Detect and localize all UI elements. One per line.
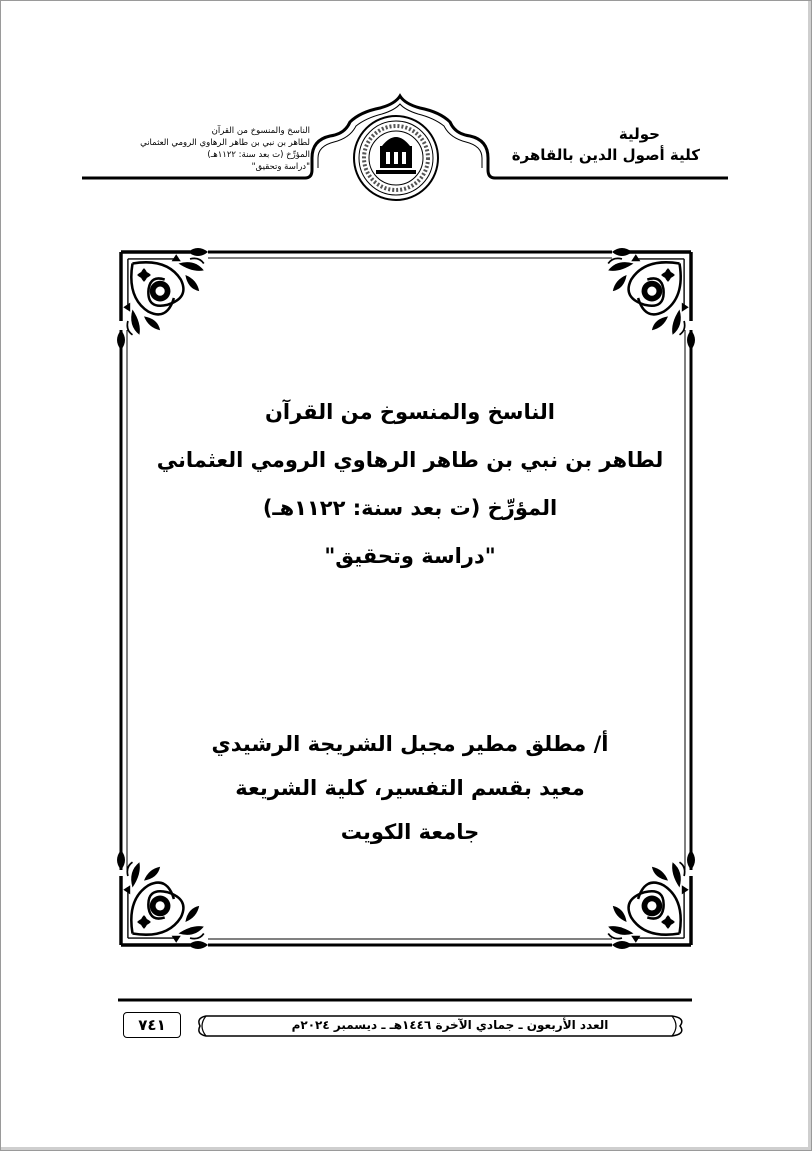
journal-header xyxy=(460,124,700,166)
author-name: أ/ مطلق مطير مجبل الشريجة الرشيدي xyxy=(211,732,609,756)
running-title-line: "دراسة وتحقيق" xyxy=(251,162,310,172)
journal-name-line1: حولية xyxy=(618,125,660,143)
title-line2: لطاهر بن نبي بن طاهر الرهاوي الرومي العثماني xyxy=(156,448,664,472)
author-info xyxy=(150,722,670,854)
author-position: معيد بقسم التفسير، كلية الشريعة xyxy=(235,776,585,800)
title-line3: المؤرِّخ (ت بعد سنة: ١١٢٢هـ) xyxy=(262,496,558,520)
issue-info: العدد الأربعون ـ جمادي الآخرة ١٤٤٦هـ ـ ديسمبر ٢٠٢٤م xyxy=(291,1018,609,1032)
title-line4: "دراسة وتحقيق" xyxy=(324,544,496,568)
title-line1: الناسخ والمنسوخ من القرآن xyxy=(264,400,555,424)
paper-title xyxy=(150,388,670,580)
author-university: جامعة الكويت xyxy=(340,820,480,844)
running-title-line: الناسخ والمنسوخ من القرآن xyxy=(211,126,310,136)
running-title xyxy=(120,125,310,173)
running-title-line: لطاهر بن نبي بن طاهر الرهاوي الرومي العثماني xyxy=(140,138,310,148)
page-number: ٧٤١ xyxy=(123,1012,181,1038)
journal-name-line2: كلية أصول الدين بالقاهرة xyxy=(511,146,700,164)
running-title-line: المؤرِّخ (ت بعد سنة: ١١٢٢هـ) xyxy=(207,150,310,160)
university-seal-icon xyxy=(354,116,438,200)
